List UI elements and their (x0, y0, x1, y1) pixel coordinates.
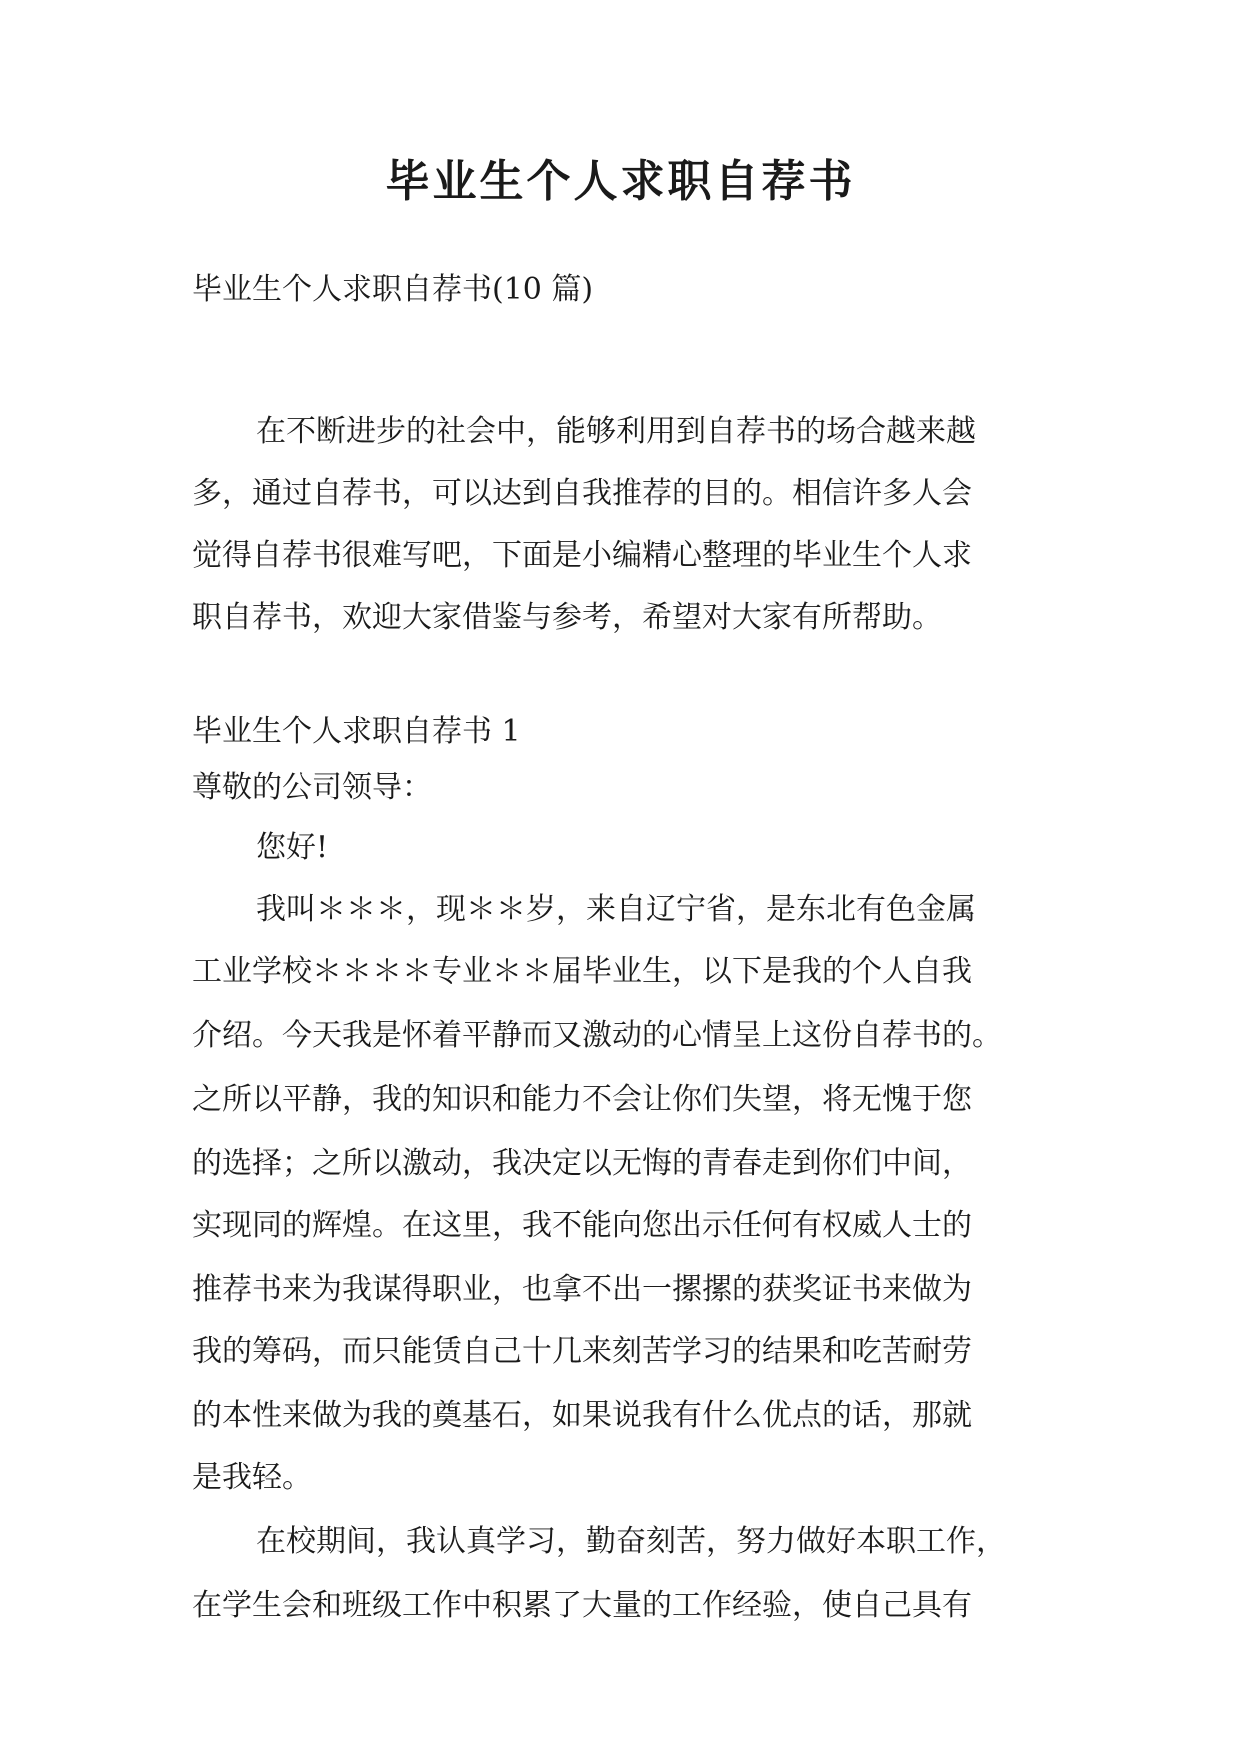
section-heading: 毕业生个人求职自荐书 1 (192, 714, 521, 749)
intro-line-1: 在不断进步的社会中，能够利用到自荐书的场合越来越 (256, 414, 976, 449)
body-line-1: 我叫＊＊＊，现＊＊岁，来自辽宁省，是东北有色金属 (256, 892, 976, 927)
body-line-10: 是我轻。 (192, 1460, 312, 1495)
greeting: 您好! (256, 830, 329, 865)
body-line-2: 工业学校＊＊＊＊专业＊＊届毕业生，以下是我的个人自我 (192, 954, 972, 989)
salutation: 尊敬的公司领导： (192, 770, 432, 805)
intro-line-3: 觉得自荐书很难写吧，下面是小编精心整理的毕业生个人求 (192, 538, 972, 573)
document-subtitle: 毕业生个人求职自荐书(10 篇) (192, 272, 594, 307)
intro-line-2: 多，通过自荐书，可以达到自我推荐的目的。相信许多人会 (192, 476, 972, 511)
body-line-5: 的选择；之所以激动，我决定以无悔的青春走到你们中间， (192, 1146, 972, 1181)
body-line-3: 介绍。今天我是怀着平静而又激动的心情呈上这份自荐书的。 (192, 1018, 1002, 1053)
body-line-9: 的本性来做为我的奠基石，如果说我有什么优点的话，那就 (192, 1398, 972, 1433)
body-line-6: 实现同的辉煌。在这里，我不能向您出示任何有权威人士的 (192, 1208, 972, 1243)
intro-line-4: 职自荐书，欢迎大家借鉴与参考，希望对大家有所帮助。 (192, 600, 942, 635)
body-line-8: 我的筹码，而只能赁自己十几来刻苦学习的结果和吃苦耐劳 (192, 1334, 972, 1369)
body-line-4: 之所以平静，我的知识和能力不会让你们失望，将无愧于您 (192, 1082, 972, 1117)
body2-line-1: 在校期间，我认真学习，勤奋刻苦，努力做好本职工作， (256, 1524, 1006, 1559)
document-title: 毕业生个人求职自荐书 (385, 156, 856, 207)
body-line-7: 推荐书来为我谋得职业，也拿不出一摞摞的获奖证书来做为 (192, 1272, 972, 1307)
body2-line-2: 在学生会和班级工作中积累了大量的工作经验，使自己具有 (192, 1588, 972, 1623)
